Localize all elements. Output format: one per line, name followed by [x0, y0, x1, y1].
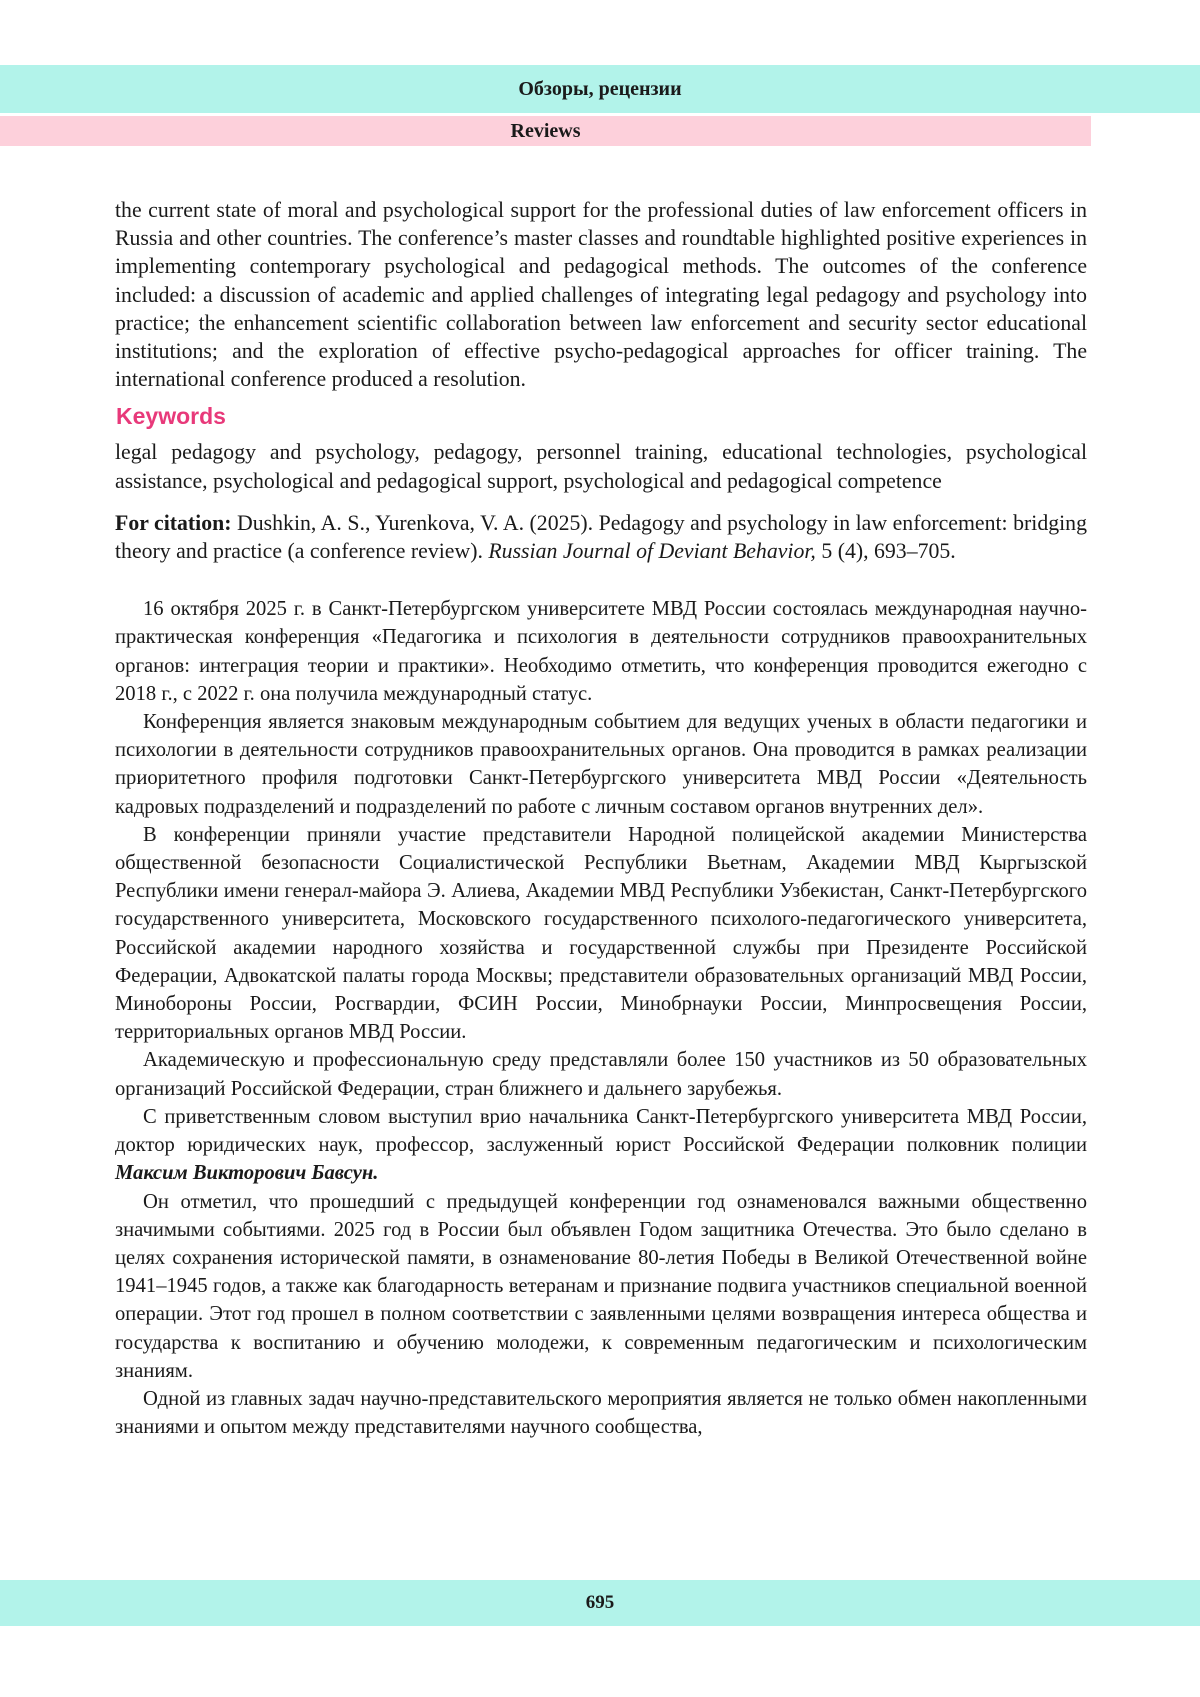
speaker-name: Максим Викторович Бавсун. — [115, 1162, 379, 1185]
page-number: 695 — [585, 1592, 615, 1613]
body-paragraph-welcome — [115, 1103, 1087, 1188]
body-paragraph: Одной из главных задач научно-представительского мероприятия является не только обмен накопленными знаниями и опытом между представителями научного сообщества, — [115, 1387, 1087, 1439]
section-header-ru — [0, 65, 1200, 113]
section-title-ru: Обзоры, рецензии — [518, 77, 682, 100]
body-paragraph: Он отметил, что прошедший с предыдущей конференции год ознаменовался важными общественно значимыми событиями. 2025 год в России был объявлен Годом защитника Отечества. Это было сделано в целях сохранения исторической памяти, в ознаменование 80-летия Победы в Великой Отечественной войне 1941–1945 годов, а также как благодарность ветеранам и признание подвига участников специальной военной операции. Этот год прошел в полном соответствии с заявленными целями возвращения интереса общества и государства к воспитанию и обучению молодежи, к современным педагогическим и психологическим знаниям. — [115, 1190, 1087, 1382]
citation-label: For citation: — [115, 510, 232, 535]
keywords-text: legal pedagogy and psychology, pedagogy, personnel training, educational technologies, psychological assistance, psychological and pedagogical support, psychological and pedagogical competence — [115, 440, 1087, 493]
body-paragraph: В конференции приняли участие представители Народной полицейской академии Министерства общественной безопасности Социалистической Республики Вьетнам, Академии МВД Кыргызской Республики имени генерал-майора Э. Алиева, Академии МВД Республики Узбекистан, Санкт-Петербургского государственного университета, Московского государственного психолого-педагогического университета, Российской академии народного хозяйства и государственной службы при Президенте Российской Федерации, Адвокатской палаты города Москвы; представители образовательных организаций МВД России, Минобороны России, Росгвардии, ФСИН России, Минобрнауки России, Минпросвещения России, территориальных органов МВД России. — [115, 823, 1087, 1044]
body-paragraph: Конференция является знаковым международным событием для ведущих ученых в области педагогики и психологии в деятельности сотрудников правоохранительных органов. Она проводится в рамках реализации приоритетного профиля подготовки Санкт-Петербургского университета МВД России «Деятельность кадровых подразделений и подразделений по работе с личным составом органов внутренних дел». — [115, 711, 1087, 818]
section-title-en: Reviews — [510, 119, 581, 142]
body-paragraph: Академическую и профессиональную среду представляли более 150 участников из 50 образовательных организаций Российской Федерации, стран ближнего и дальнего зарубежья. — [115, 1049, 1087, 1100]
section-header-en — [0, 116, 1091, 146]
keywords-heading: Keywords — [116, 403, 226, 430]
citation-journal: Russian Journal of Deviant Behavior, — [488, 539, 816, 564]
citation-volume: 5 (4), 693–705. — [815, 539, 956, 564]
page-content — [115, 196, 1087, 1441]
page-footer — [0, 1580, 1200, 1626]
welcome-text: С приветственным словом выступил врио начальника Санкт-Петербургского университета МВД России, доктор юридических наук, профессор, заслуженный юрист Российской Федерации полковник полиции — [115, 1105, 1087, 1157]
citation — [115, 509, 1087, 565]
citation-text: Dushkin, A. S., Yurenkova, V. A. (2025). Pedagogy and psychology in law enforcement: bridging theory and practice (a conference review). — [115, 510, 1087, 564]
abstract-text: the current state of moral and psychological support for the professional duties of law enforcement officers in Russia and other countries. The conference’s master classes and roundtable highlighted positive experiences in implementing contemporary psychological and pedagogical methods. The outcomes of the conference included: a discussion of academic and applied challenges of integrating legal pedagogy and psychology into practice; the enhancement scientific collaboration between law enforcement and security sector educational institutions; and the exploration of effective psycho-pedagogical approaches for officer training. The international conference produced a resolution. — [115, 198, 1087, 392]
body-paragraph: 16 октября 2025 г. в Санкт-Петербургском университете МВД России состоялась международная научно-практическая конференция «Педагогика и психология в деятельности сотрудников правоохранительных органов: интеграция теории и практики». Необходимо отметить, что конференция проводится ежегодно с 2018 г., с 2022 г. она получила международный статус. — [115, 598, 1087, 705]
article-body — [115, 595, 1087, 1441]
